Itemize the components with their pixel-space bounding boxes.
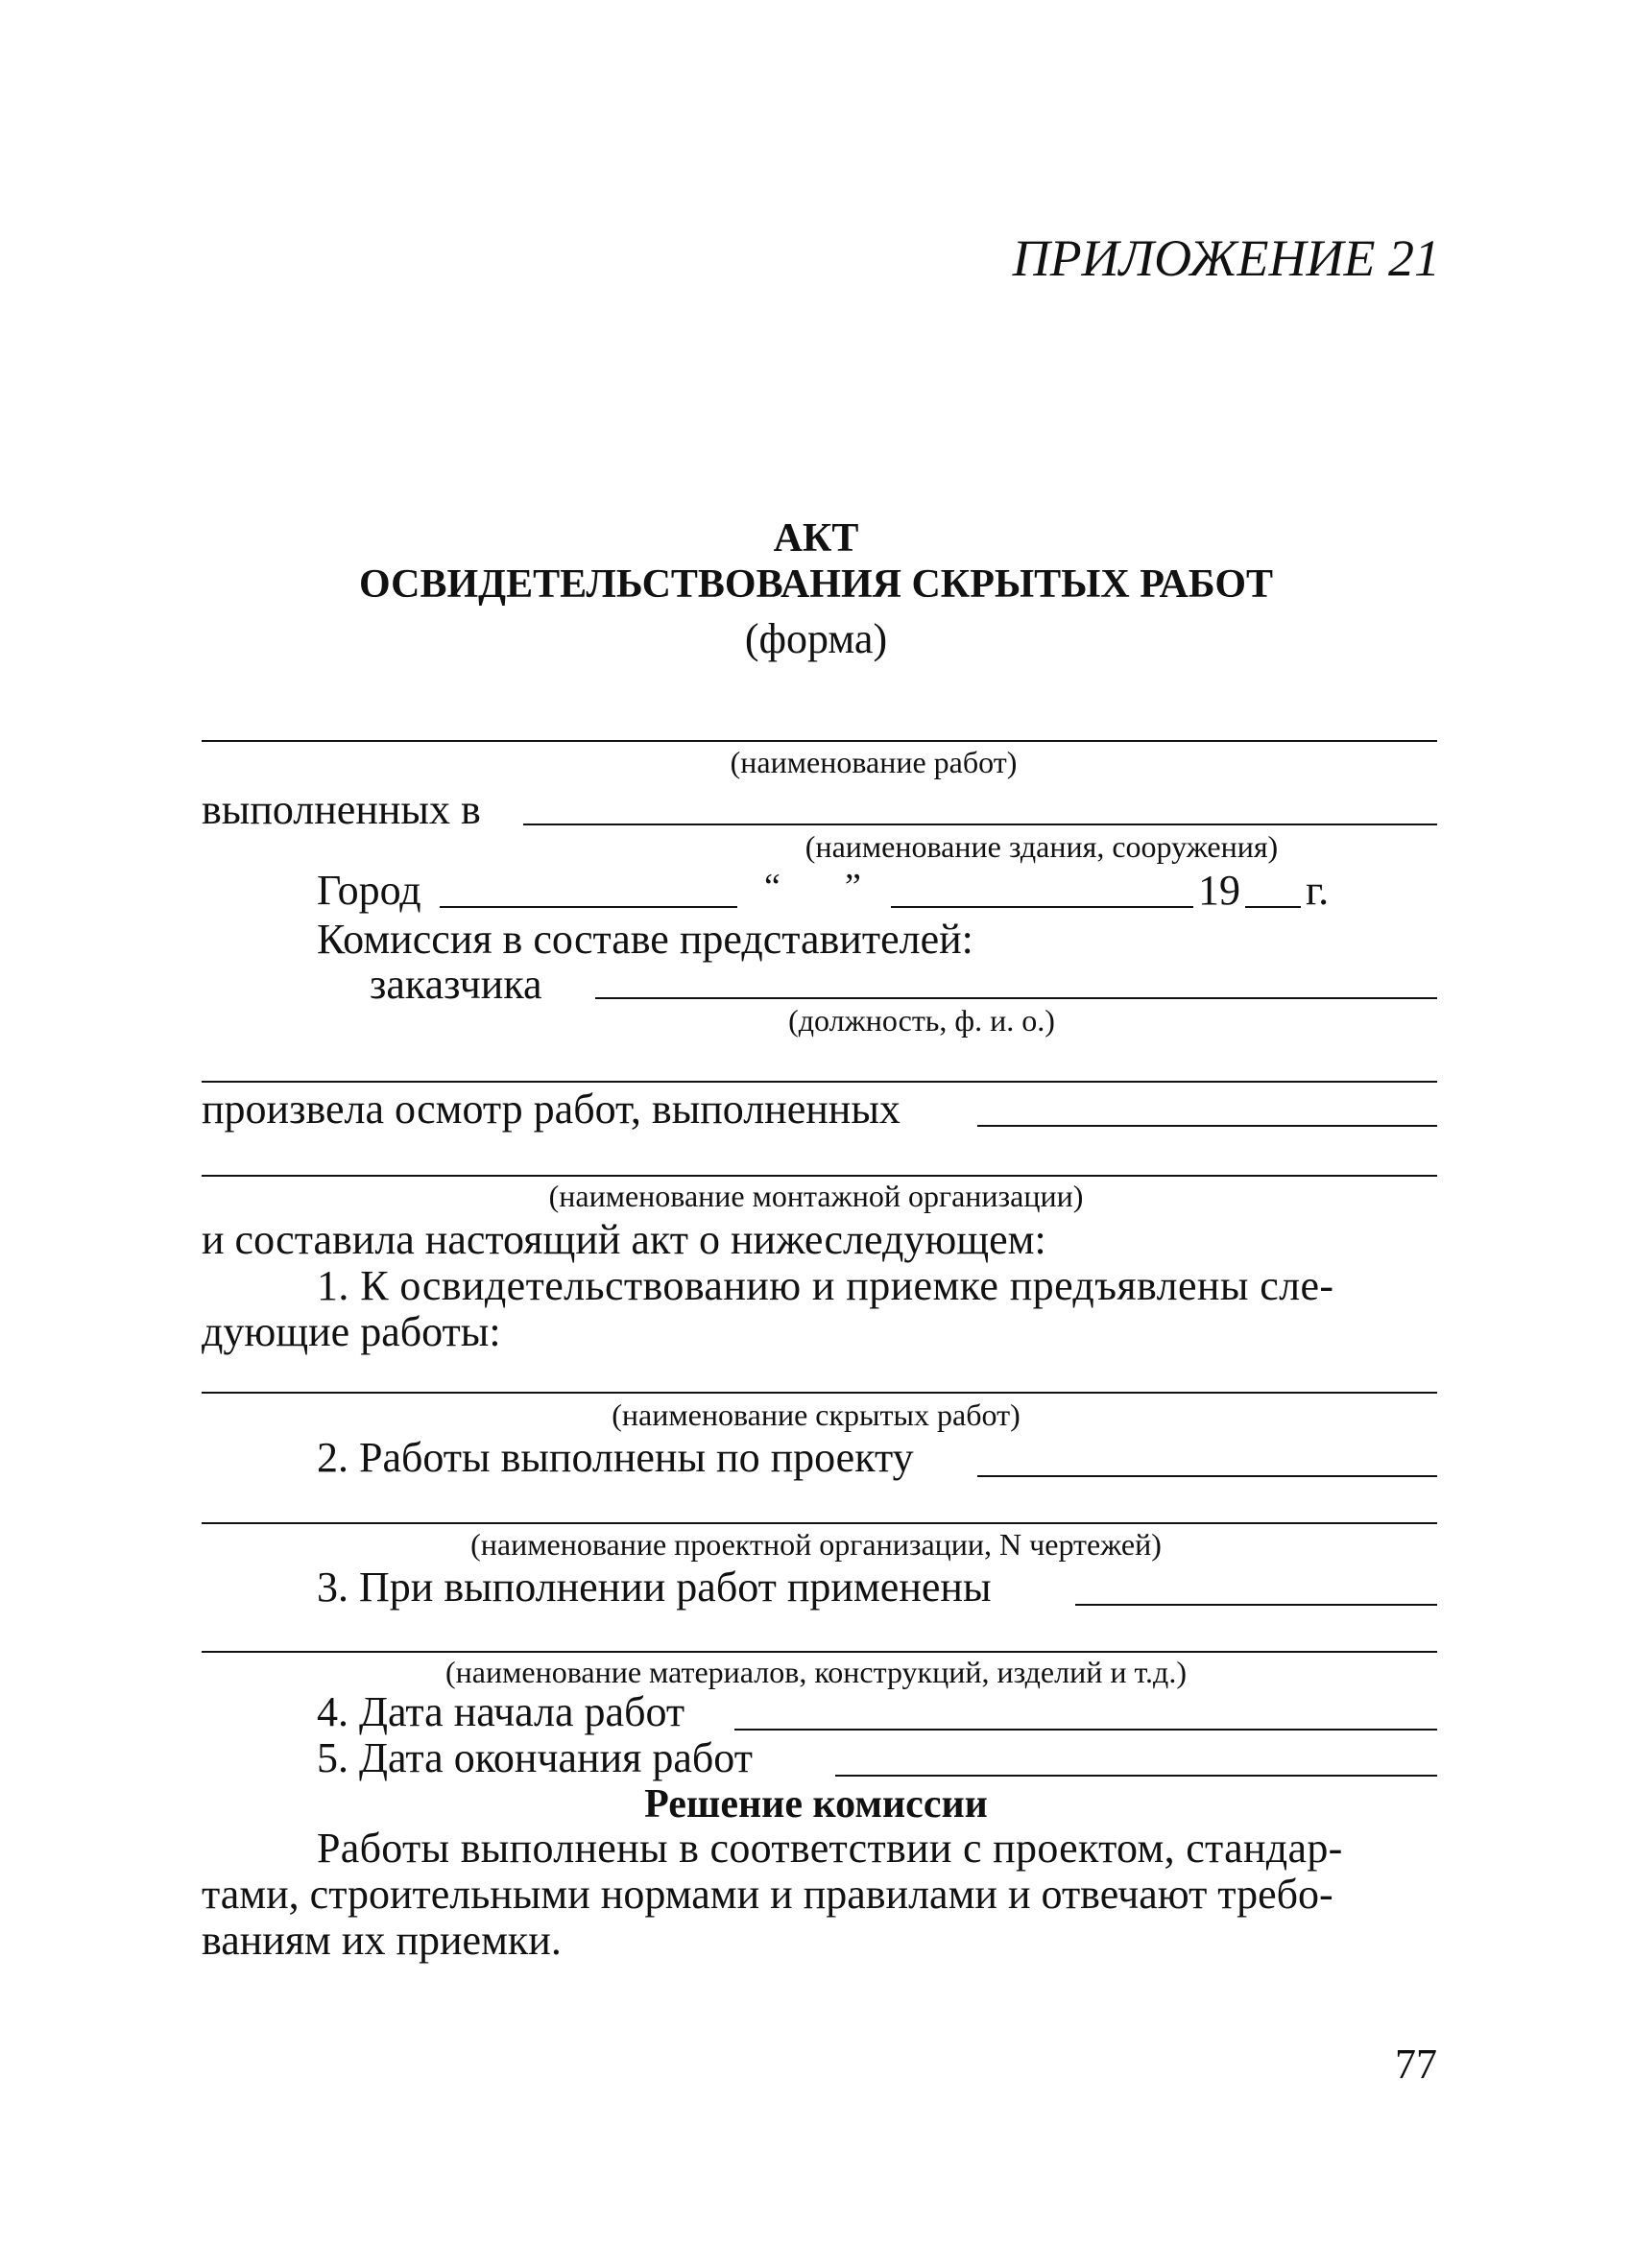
item5-label: 5. Дата окончания работ: [317, 1734, 753, 1781]
item4-label: 4. Дата начала работ: [317, 1688, 685, 1735]
form-label: (форма): [744, 615, 888, 662]
date-line[interactable]: [891, 906, 1193, 908]
city-line[interactable]: [440, 906, 737, 908]
materials-line-2[interactable]: [202, 1651, 1437, 1653]
installer-line-1[interactable]: [977, 1125, 1437, 1127]
inspected-label: произвела осмотр работ, выполненных: [202, 1086, 901, 1133]
city-label: Город: [317, 867, 421, 914]
decision-line3: ваниям их приемки.: [202, 1917, 562, 1964]
position-caption: (должность, ф. и. о.): [788, 1003, 1055, 1038]
act-title: АКТ: [773, 516, 859, 561]
commission-label: Комиссия в составе представителей:: [317, 916, 973, 963]
performed-in-label: выполненных в: [202, 786, 481, 833]
item2-label: 2. Работы выполнены по проекту: [317, 1434, 914, 1481]
act-subtitle: ОСВИДЕТЕЛЬСТВОВАНИЯ СКРЫТЫХ РАБОТ: [358, 562, 1274, 607]
drew-up-label: и составила настоящий акт о нижеследующем:: [202, 1216, 1046, 1263]
design-line-2[interactable]: [202, 1522, 1437, 1524]
decision-line2: тами, строительными нормами и правилами и отвечают требо-: [202, 1871, 1333, 1918]
customer-label: заказчика: [370, 961, 542, 1008]
decision-heading: Решение комиссии: [644, 1782, 988, 1826]
page-number: 77: [1395, 2041, 1437, 2088]
year-prefix: 19: [1198, 867, 1240, 914]
decision-line1: Работы выполнены в соответствии с проектом, стандар-: [317, 1825, 1343, 1872]
materials-caption: (наименование материалов, конструкций, изделий и т.д.): [445, 1655, 1187, 1689]
appendix-label: ПРИЛОЖЕНИЕ 21: [1012, 229, 1440, 287]
item1-line2: дующие работы:: [202, 1308, 501, 1355]
materials-line-1[interactable]: [1075, 1604, 1437, 1606]
year-line[interactable]: [1245, 906, 1301, 908]
quote-close: ”: [845, 867, 861, 907]
installer-line-2[interactable]: [202, 1175, 1437, 1177]
installer-org-caption: (наименование монтажной организации): [548, 1179, 1084, 1213]
building-name-caption: (наименование здания, сооружения): [804, 829, 1279, 864]
hidden-works-line[interactable]: [202, 1392, 1437, 1394]
building-name-line[interactable]: [523, 824, 1437, 825]
customer-extra-line[interactable]: [202, 1081, 1437, 1083]
customer-line[interactable]: [595, 997, 1437, 999]
end-date-line[interactable]: [835, 1775, 1437, 1777]
design-org-caption: (наименование проектной организации, N чертежей): [470, 1527, 1162, 1562]
design-line-1[interactable]: [977, 1475, 1437, 1477]
item1-line1: 1. К освидетельствованию и приемке предъявлены сле-: [317, 1262, 1334, 1309]
item3-label: 3. При выполнении работ применены: [317, 1564, 992, 1611]
year-suffix: г.: [1306, 867, 1330, 914]
hidden-works-caption: (наименование скрытых работ): [612, 1397, 1021, 1432]
work-name-line[interactable]: [202, 740, 1437, 742]
quote-open: “: [764, 867, 780, 907]
work-name-caption: (наименование работ): [730, 745, 1018, 779]
start-date-line[interactable]: [734, 1729, 1437, 1731]
